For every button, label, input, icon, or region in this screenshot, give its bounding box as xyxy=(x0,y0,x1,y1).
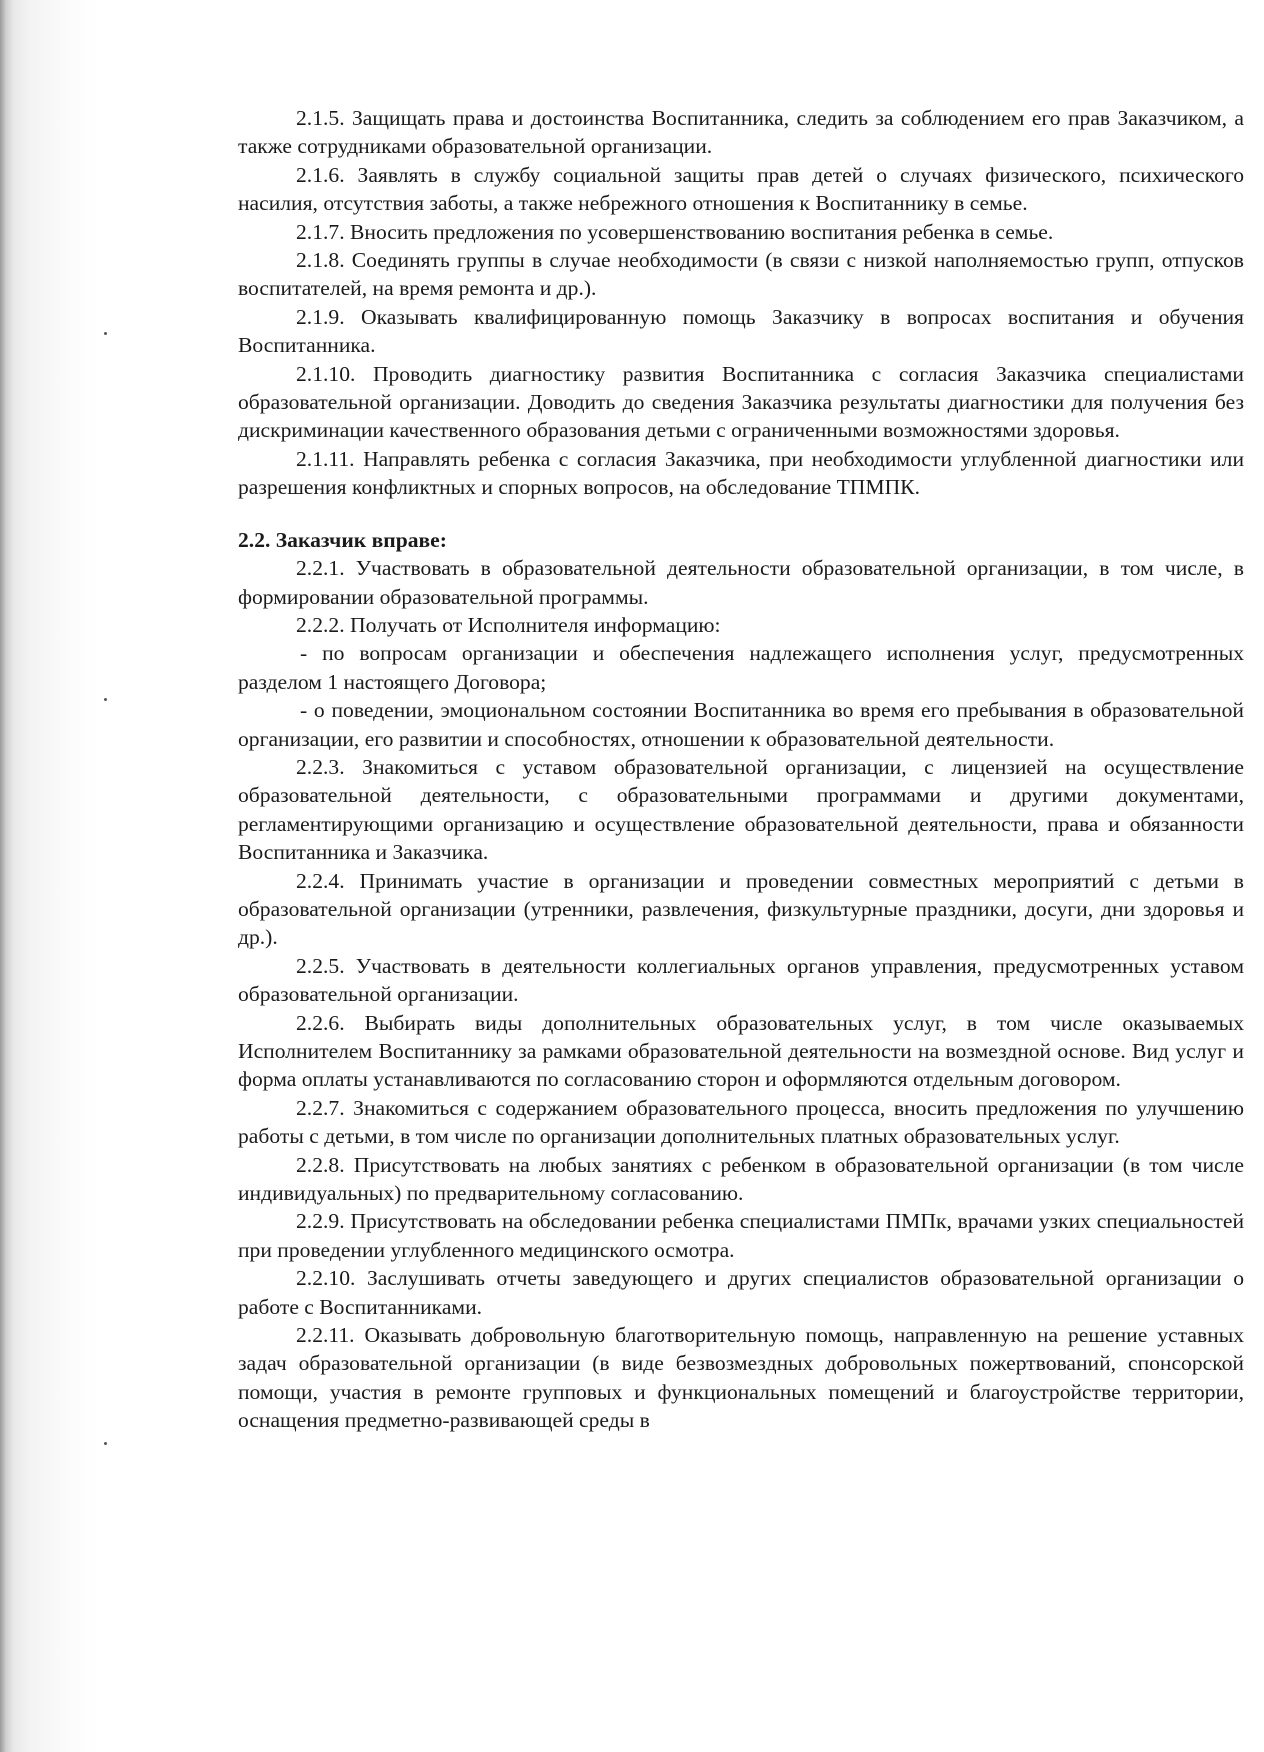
paragraph-2-2-11: 2.2.11. Оказывать добровольную благотворительную помощь, направленную на решение уставных задач образовательной организации (в виде безвозмездных добровольных пожертвований, спонсорской помощи, участия в ремонте групповых и функциональных помещений и благоустройстве территории, оснащения предметно-развивающей среды в xyxy=(238,1323,1244,1433)
paragraph-2-1-5: 2.1.5. Защищать права и достоинства Воспитанника, следить за соблюдением его прав Заказчиком, а также сотрудниками образовательной организации. xyxy=(238,106,1244,159)
paragraph-2-2-3: 2.2.3. Знакомиться с уставом образовательной организации, с лицензией на осуществление образовательной деятельности, с образовательными программами и другими документами, регламентирующими организацию и осуществление образовательной деятельности, права и обязанности Воспитанника и Заказчика. xyxy=(238,754,1244,865)
scan-speck xyxy=(104,698,107,701)
paragraph-2-1-6: 2.1.6. Заявлять в службу социальной защиты прав детей о случаях физического, психического насилия, отсутствия заботы, а также небрежного отношения к Воспитаннику в семье. xyxy=(238,162,1244,216)
list-item: - о поведении, эмоциональном состоянии Воспитанника во время его пребывания в образовательной организации, его развитии и способностях, отношении к образовательной деятельности. xyxy=(238,698,1244,751)
scan-speck xyxy=(104,1442,107,1445)
scan-shadow-edge xyxy=(0,0,100,1752)
paragraph-2-2-9: 2.2.9. Присутствовать на обследовании ребенка специалистами ПМПк, врачами узких специальностей при проведении углубленного медицинского осмотра. xyxy=(238,1209,1244,1262)
paragraph-2-2-4: 2.2.4. Принимать участие в организации и проведении совместных мероприятий с детьми в образовательной организации (утренники, развлечения, физкультурные праздники, досуги, дни здоровья и др.). xyxy=(238,868,1244,950)
paragraph-2-1-11: 2.1.11. Направлять ребенка с согласия Заказчика, при необходимости углубленной диагностики или разрешения конфликтных и спорных вопросов, на обследование ТПМПК. xyxy=(238,446,1244,500)
paragraph-2-1-10: 2.1.10. Проводить диагностику развития Воспитанника с согласия Заказчика специалистами образовательной организации. Доводить до сведения Заказчика результаты диагностики для получения без дискриминации качественного образования детьми с ограниченными возможностями здоровья. xyxy=(238,361,1244,443)
list-item: - по вопросам организации и обеспечения надлежащего исполнения услуг, предусмотренных разделом 1 настоящего Договора; xyxy=(238,641,1244,694)
paragraph-2-2-2: 2.2.2. Получать от Исполнителя информацию: xyxy=(296,612,721,637)
document-page xyxy=(238,104,1244,1435)
paragraph-2-1-9: 2.1.9. Оказывать квалифицированную помощь Заказчику в вопросах воспитания и обучения Воспитанника. xyxy=(238,304,1244,358)
paragraph-2-2-6: 2.2.6. Выбирать виды дополнительных образовательных услуг, в том числе оказываемых Исполнителем Воспитаннику за рамками образовательной деятельности на возмездной основе. Вид услуг и форма оплаты устанавливаются по согласованию сторон и оформляются отдельным договором. xyxy=(238,1010,1244,1092)
paragraph-2-2-10: 2.2.10. Заслушивать отчеты заведующего и других специалистов образовательной организации о работе с Воспитанниками. xyxy=(238,1266,1244,1319)
section-heading: 2.2. Заказчик вправе: xyxy=(238,527,447,552)
paragraph-2-2-5: 2.2.5. Участвовать в деятельности коллегиальных органов управления, предусмотренных уставом образовательной организации. xyxy=(238,953,1244,1007)
scan-speck xyxy=(104,332,107,335)
paragraph-2-1-7: 2.1.7. Вносить предложения по усовершенствованию воспитания ребенка в семье. xyxy=(296,219,1054,244)
paragraph-2-2-8: 2.2.8. Присутствовать на любых занятиях с ребенком в образовательной организации (в том числе индивидуальных) по предварительному согласованию. xyxy=(238,1152,1244,1206)
paragraph-2-2-7: 2.2.7. Знакомиться с содержанием образовательного процесса, вносить предложения по улучшению работы с детьми, в том числе по организации дополнительных платных образовательных услуг. xyxy=(238,1095,1244,1149)
paragraph-2-1-8: 2.1.8. Соединять группы в случае необходимости (в связи с низкой наполняемостью групп, отпусков воспитателей, на время ремонта и др.). xyxy=(238,248,1244,301)
paragraph-2-2-1: 2.2.1. Участвовать в образовательной деятельности образовательной организации, в том числе, в формировании образовательной программы. xyxy=(238,556,1244,609)
